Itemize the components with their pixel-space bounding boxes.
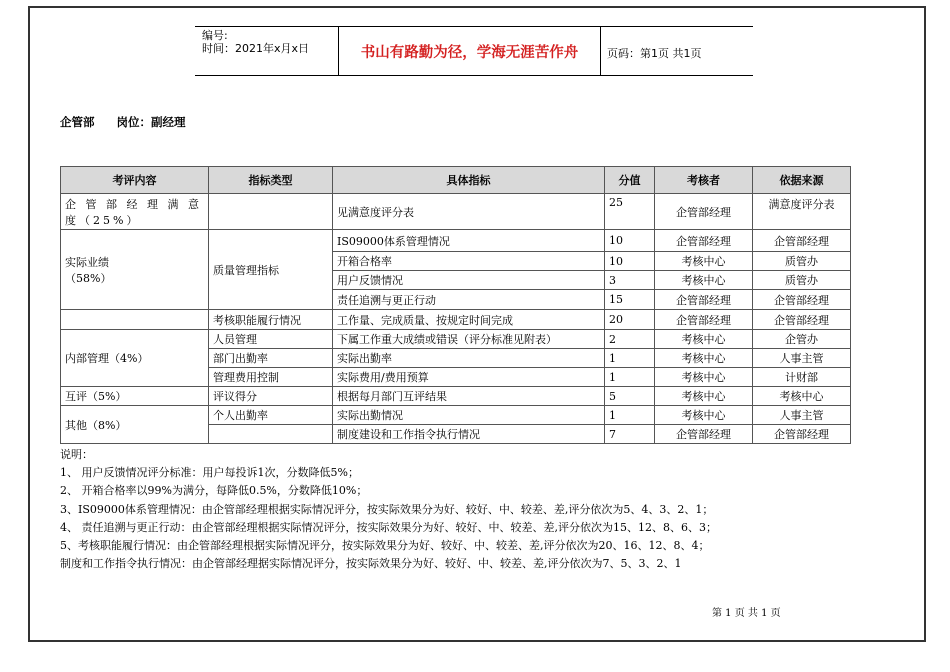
cell-score: 25 <box>605 194 655 230</box>
cell-score: 10 <box>605 252 655 271</box>
evaluation-table <box>60 166 851 444</box>
cell-content: 企 管 部 经 理 满 意 度（25%） <box>61 194 209 230</box>
cell-assessor: 企管部经理 <box>655 425 753 444</box>
cell-type: 评议得分 <box>209 387 333 406</box>
cell-type: 部门出勤率 <box>209 349 333 368</box>
position-title: 岗位：副经理 <box>116 115 186 129</box>
cell-content <box>61 310 209 330</box>
cell-score: 10 <box>605 230 655 252</box>
cell-indicator: 实际出勤率 <box>333 349 605 368</box>
cell-indicator: 用户反馈情况 <box>333 271 605 290</box>
document-header <box>195 26 753 76</box>
note-item: 2、 开箱合格率以99%为满分，每降低0.5%，分数降低10%； <box>60 484 368 498</box>
cell-assessor: 考核中心 <box>655 406 753 425</box>
cell-content: 内部管理（4%） <box>61 330 209 387</box>
cell-source: 企管部经理 <box>753 310 851 330</box>
column-header: 考评内容 <box>61 167 209 194</box>
cell-score: 15 <box>605 290 655 310</box>
cell-source: 人事主管 <box>753 349 851 368</box>
cell-type <box>209 194 333 230</box>
cell-indicator: 见满意度评分表 <box>333 194 605 230</box>
cell-score: 2 <box>605 330 655 349</box>
header-divider <box>600 27 601 75</box>
cell-content: 其他（8%） <box>61 406 209 444</box>
cell-assessor: 考核中心 <box>655 368 753 387</box>
cell-type: 人员管理 <box>209 330 333 349</box>
header-meta <box>202 29 309 55</box>
note-item: 制度和工作指令执行情况：由企管部经理据实际情况评分，按实际效果分为好、较好、中、较差、差,评分依次为7、5、3、2、1 <box>60 557 682 571</box>
cell-score: 1 <box>605 349 655 368</box>
cell-score: 5 <box>605 387 655 406</box>
cell-indicator: 实际出勤情况 <box>333 406 605 425</box>
number-label: 编号: <box>202 29 228 42</box>
cell-indicator: 实际费用/费用预算 <box>333 368 605 387</box>
cell-indicator: 制度建设和工作指令执行情况 <box>333 425 605 444</box>
cell-assessor: 考核中心 <box>655 387 753 406</box>
cell-type: 管理费用控制 <box>209 368 333 387</box>
cell-type: 个人出勤率 <box>209 406 333 425</box>
cell-score: 3 <box>605 271 655 290</box>
cell-indicator: 责任追溯与更正行动 <box>333 290 605 310</box>
cell-content: 实际业绩 （58%） <box>61 230 209 310</box>
cell-assessor: 考核中心 <box>655 330 753 349</box>
table-header-row <box>61 167 851 194</box>
cell-source: 企管部经理 <box>753 425 851 444</box>
column-header: 分值 <box>605 167 655 194</box>
cell-assessor: 考核中心 <box>655 349 753 368</box>
table-row <box>61 230 851 252</box>
cell-assessor: 考核中心 <box>655 252 753 271</box>
department-line <box>60 114 186 130</box>
cell-source: 质管办 <box>753 252 851 271</box>
cell-source: 满意度评分表 <box>753 194 851 230</box>
cell-indicator: IS09000体系管理情况 <box>333 230 605 252</box>
column-header: 依据来源 <box>753 167 851 194</box>
column-header: 具体指标 <box>333 167 605 194</box>
cell-assessor: 企管部经理 <box>655 310 753 330</box>
cell-type <box>209 425 333 444</box>
cell-source: 企管办 <box>753 330 851 349</box>
note-item: 4、 责任追溯与更正行动：由企管部经理根据实际情况评分，按实际效果分为好、较好、中、较差、差,评分依次为15、12、8、6、3； <box>60 520 717 534</box>
cell-score: 1 <box>605 406 655 425</box>
column-header: 考核者 <box>655 167 753 194</box>
cell-score: 7 <box>605 425 655 444</box>
cell-score: 1 <box>605 368 655 387</box>
cell-source: 企管部经理 <box>753 290 851 310</box>
table-row <box>61 194 851 230</box>
table-row <box>61 330 851 349</box>
page-footer: 第 1 页 共 1 页 <box>712 608 781 619</box>
cell-content: 互评（5%） <box>61 387 209 406</box>
header-motto: 书山有路勤为径，学海无涯苦作舟 <box>360 44 579 61</box>
cell-type: 质量管理指标 <box>209 230 333 310</box>
table-row <box>61 406 851 425</box>
notes-title: 说明： <box>60 448 93 461</box>
table-row <box>61 310 851 330</box>
cell-score: 20 <box>605 310 655 330</box>
cell-source: 质管办 <box>753 271 851 290</box>
table-row <box>61 387 851 406</box>
note-item: 3、IS09000体系管理情况：由企管部经理根据实际情况评分，按实际效果分为好、较好、中、较差、差,评分依次为5、4、3、2、1； <box>60 502 714 516</box>
column-header: 指标类型 <box>209 167 333 194</box>
cell-type: 考核职能履行情况 <box>209 310 333 330</box>
cell-indicator: 工作量、完成质量、按规定时间完成 <box>333 310 605 330</box>
note-item: 1、 用户反馈情况评分标准：用户每投诉1次，分数降低5%； <box>60 466 359 480</box>
department-name: 企管部 <box>60 115 95 129</box>
page-label: 页码：第1页 共1页 <box>607 47 702 60</box>
cell-source: 考核中心 <box>753 387 851 406</box>
cell-assessor: 企管部经理 <box>655 194 753 230</box>
notes-section <box>60 446 717 573</box>
cell-indicator: 根据每月部门互评结果 <box>333 387 605 406</box>
cell-assessor: 考核中心 <box>655 271 753 290</box>
cell-assessor: 企管部经理 <box>655 290 753 310</box>
note-item: 5、考核职能履行情况：由企管部经理根据实际情况评分，按实际效果分为好、较好、中、较差、差,评分依次为20、16、12、8、4； <box>60 539 710 553</box>
cell-assessor: 企管部经理 <box>655 230 753 252</box>
cell-indicator: 下属工作重大成绩或错误（评分标准见附表） <box>333 330 605 349</box>
cell-source: 计财部 <box>753 368 851 387</box>
cell-indicator: 开箱合格率 <box>333 252 605 271</box>
cell-source: 企管部经理 <box>753 230 851 252</box>
time-label: 时间：2021年x月x日 <box>202 42 310 55</box>
cell-source: 人事主管 <box>753 406 851 425</box>
